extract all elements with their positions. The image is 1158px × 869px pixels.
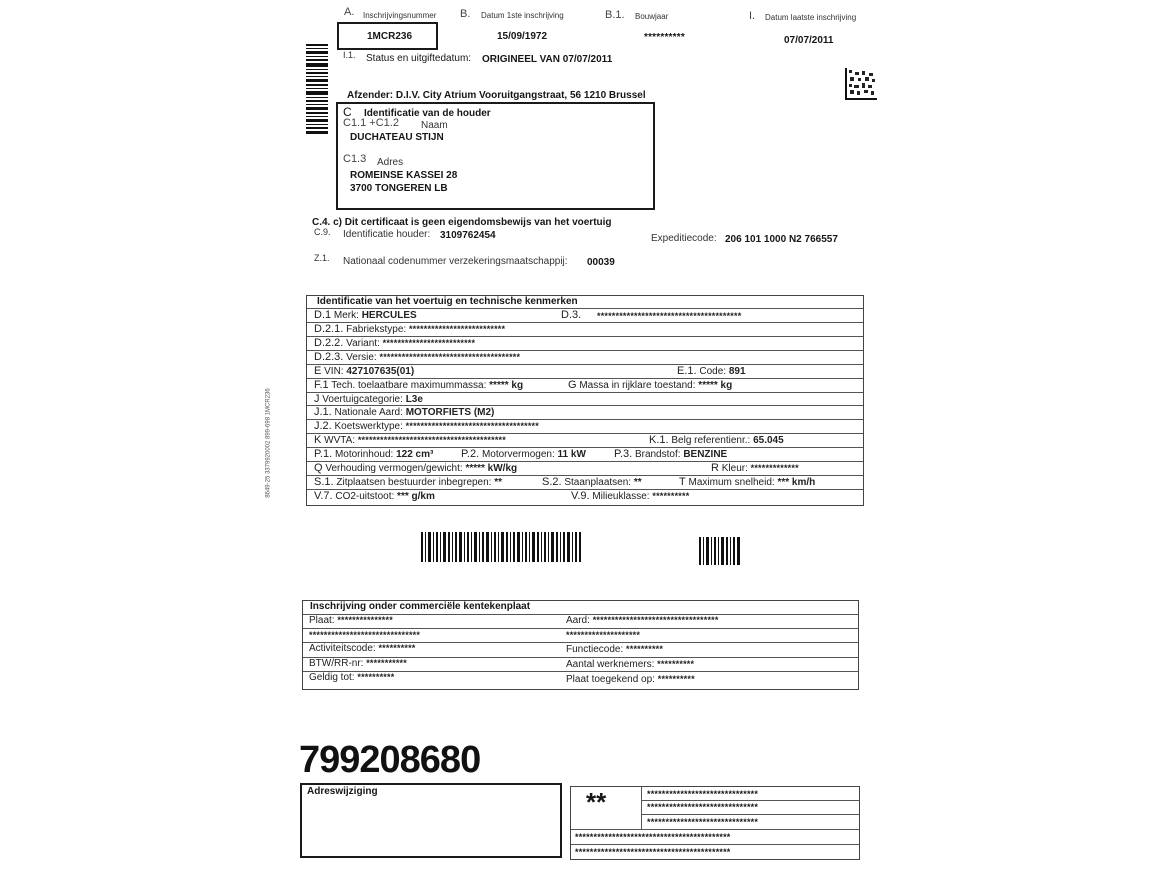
holder-name-code: C1.1 +C1.2 [343,117,399,129]
plaat-label: Plaat: [309,615,335,626]
activiteit-value: ********** [378,643,416,653]
j1-code: J.1. [314,406,332,418]
functie-value: ********** [626,644,664,654]
brand-value: HERCULES [361,310,417,321]
table-row [307,462,863,476]
footer-rule [641,814,859,815]
v7-code: V.7. [314,490,333,502]
status-label: Status en uitgiftedatum: [366,53,472,64]
functie-label: Functiecode: [566,644,624,655]
footer-line-3: ****************************** [647,817,759,827]
btw-value: *********** [366,658,407,668]
q-code: Q [314,462,323,474]
plaat-value: *************** [337,615,393,625]
d23-value: ************************************** [379,352,521,362]
table-row [307,365,863,379]
field-i-label: Datum laatste inschrijving [765,13,857,22]
table-row [307,309,863,323]
q-label: Verhouding vermogen/gewicht: [325,463,463,474]
aard-value: ********************************** [592,615,719,625]
plaat-toegekend-label: Plaat toegekend op: [566,674,655,685]
field-a-label: Inschrijvingsnummer [363,11,437,20]
barcode-small [699,537,741,565]
footer-divider [641,787,642,829]
commercial-left-2: ****************************** [309,630,421,640]
plaat-toegekend-value: ********** [657,674,695,684]
table-row [307,434,863,448]
c9-code: C.9. [314,227,331,237]
holder-id-label: Identificatie houder: [343,229,431,240]
field-b1-code: B.1. [605,9,625,21]
commercial-right-2: ******************** [566,630,641,640]
holder-box [336,102,655,210]
j-value: L3e [405,394,423,405]
d22-code: D.2.2. [314,337,344,349]
address-change-label: Adreswijziging [307,786,378,797]
btw-label: BTW/RR-nr: [309,658,364,669]
footer-stars-big: ** [586,787,607,817]
j2-label: Koetswerktype: [334,421,403,432]
activiteit-label: Activiteitscode: [309,643,376,654]
document-number: 799208680 [299,739,481,781]
s1-label: Zitplaatsen bestuurder inbegrepen: [336,477,492,488]
v7-label: CO2-uitstoot: [335,491,395,502]
sender-line: Afzender: D.I.V. City Atrium Vooruitgangstraat, 56 1210 Brussel [347,90,646,101]
vin-value: 427107635(01) [346,366,415,377]
ownership-disclaimer: C.4. c) Dit certificaat is geen eigendomsbewijs van het voertuig [312,217,612,228]
k1-code: K.1. [649,434,669,446]
p1-value: 122 cm³ [396,449,434,460]
commercial-title-row [303,601,858,615]
d3-value: *************************************** [597,311,742,321]
j2-code: J.2. [314,420,332,432]
barcode-main [421,532,581,562]
table-row [303,615,858,629]
d22-label: Variant: [346,338,380,349]
p3-label: Brandstof: [634,449,681,460]
d23-label: Versie: [346,352,377,363]
table-row [303,643,858,658]
j-code: J [314,393,320,405]
last-registration-date: 07/07/2011 [784,35,834,46]
holder-address-line1: ROMEINSE KASSEI 28 [350,170,458,181]
expedition-code: 206 101 1000 N2 766557 [725,234,838,245]
p1-code: P.1. [314,448,333,460]
r-label: Kleur: [721,463,748,474]
footer-line-1: ****************************** [647,789,759,799]
v9-value: ********** [652,491,690,501]
field-b1-label: Bouwjaar [635,12,669,21]
holder-c-code: C [343,105,352,119]
table-row [307,476,863,490]
d21-code: D.2.1. [314,323,344,335]
commercial-title: Inschrijving onder commerciële kentekenplaat [310,601,531,612]
holder-id-value: 3109762454 [440,230,496,241]
table-row [307,337,863,351]
holder-name-label: Naam [421,120,448,131]
s2-label: Staanplaatsen: [564,477,632,488]
f1-code: F.1 [314,379,329,391]
geldig-value: ********** [357,672,395,682]
p3-code: P.3. [614,448,633,460]
field-i-code: I. [749,10,756,22]
e1-label: Code: [699,366,727,377]
d3-code: D.3. [561,309,582,321]
r-code: R [711,462,719,474]
registration-number-box [337,22,438,50]
table-row [307,379,863,393]
address-change-box[interactable] [300,783,562,858]
field-a-code: A. [344,6,355,18]
registration-number: 1MCR236 [367,31,413,42]
holder-name: DUCHATEAU STIJN [350,132,444,143]
f1-value: ***** kg [489,380,524,391]
werknemers-value: ********** [657,659,695,669]
p2-label: Motorvermogen: [481,449,555,460]
k-label: WVTA: [324,435,356,446]
j-label: Voertuigcategorie: [322,394,403,405]
v9-code: V.9. [571,490,590,502]
footer-line-4: ****************************************** [575,832,731,842]
footer-rule [571,829,859,830]
j1-value: MOTORFIETS (M2) [405,407,495,418]
footer-code-table [570,786,860,860]
table-row [303,629,858,643]
footer-rule [571,844,859,845]
insurer-code-value: 00039 [587,257,615,268]
j1-label: Nationale Aard: [334,407,403,418]
insurer-code-label: Nationaal codenummer verzekeringsmaatschappij: [343,256,568,267]
v9-label: Milieuklasse: [592,491,650,502]
q-value: ***** kW/kg [465,463,518,474]
s1-value: ** [494,477,503,488]
table-row [307,420,863,434]
commercial-table [302,600,859,690]
table-row [307,393,863,406]
e1-code: E.1. [677,365,697,377]
g-value: ***** kg [698,380,733,391]
e-label: VIN: [324,366,344,377]
d1-label: Merk: [333,310,359,321]
f1-label: Tech. toelaatbare maximummassa: [331,380,487,391]
vehicle-title-row [307,296,863,309]
k1-label: Belg referentienr.: [671,435,751,446]
d21-value: ************************** [408,324,506,334]
table-row [307,406,863,420]
table-row [307,448,863,462]
p2-code: P.2. [461,448,480,460]
geldig-label: Geldig tot: [309,672,355,683]
datamatrix-code [845,68,877,100]
table-row [307,351,863,365]
g-label: Massa in rijklare toestand: [579,380,696,391]
t-value: *** km/h [777,477,816,488]
build-year: ********** [644,32,685,43]
p3-value: BENZINE [683,449,728,460]
table-row [307,323,863,337]
k1-value: 65.045 [753,435,784,446]
field-i1-code: I.1. [343,50,356,60]
footer-line-5: ****************************************** [575,847,731,857]
z1-code: Z.1. [314,253,330,263]
vehicle-table [306,295,864,506]
e1-value: 891 [728,366,746,377]
t-label: Maximum snelheid: [688,477,775,488]
table-row [303,672,858,689]
s2-code: S.2. [542,476,562,488]
p1-label: Motorinhoud: [334,449,394,460]
j2-value: ************************************ [405,421,539,431]
field-b-label: Datum 1ste inschrijving [481,11,564,20]
t-code: T [679,476,686,488]
first-registration-date: 15/09/1972 [497,31,548,42]
r-value: ************* [750,463,799,473]
holder-address-line2: 3700 TONGEREN LB [350,183,448,194]
g-code: G [568,379,577,391]
v7-value: *** g/km [397,491,435,502]
s1-code: S.1. [314,476,334,488]
expedition-label: Expeditiecode: [651,233,717,244]
holder-address-label: Adres [377,157,404,168]
e-code: E [314,365,322,377]
p2-value: 11 kW [557,449,586,460]
footer-line-2: ****************************** [647,802,759,812]
s2-value: ** [633,477,642,488]
d23-code: D.2.3. [314,351,344,363]
k-code: K [314,434,322,446]
status-value: ORIGINEEL VAN 07/07/2011 [482,54,613,65]
table-row [303,658,858,672]
d22-value: ************************* [382,338,476,348]
vertical-barcode [306,44,328,134]
werknemers-label: Aantal werknemers: [566,659,655,670]
d1-code: D.1 [314,309,332,321]
aard-label: Aard: [566,615,590,626]
k-value: **************************************** [357,435,506,445]
vehicle-table-title: Identificatie van het voertuig en technische kenmerken [317,296,578,307]
holder-title: Identificatie van de houder [364,108,491,119]
side-print: 8649-25 3379920002 899-698 1MCR236 [265,388,272,498]
field-b-code: B. [460,8,471,20]
holder-address-code: C1.3 [343,153,367,165]
table-row [307,490,863,505]
footer-rule [641,800,859,801]
d21-label: Fabriekstype: [346,324,407,335]
